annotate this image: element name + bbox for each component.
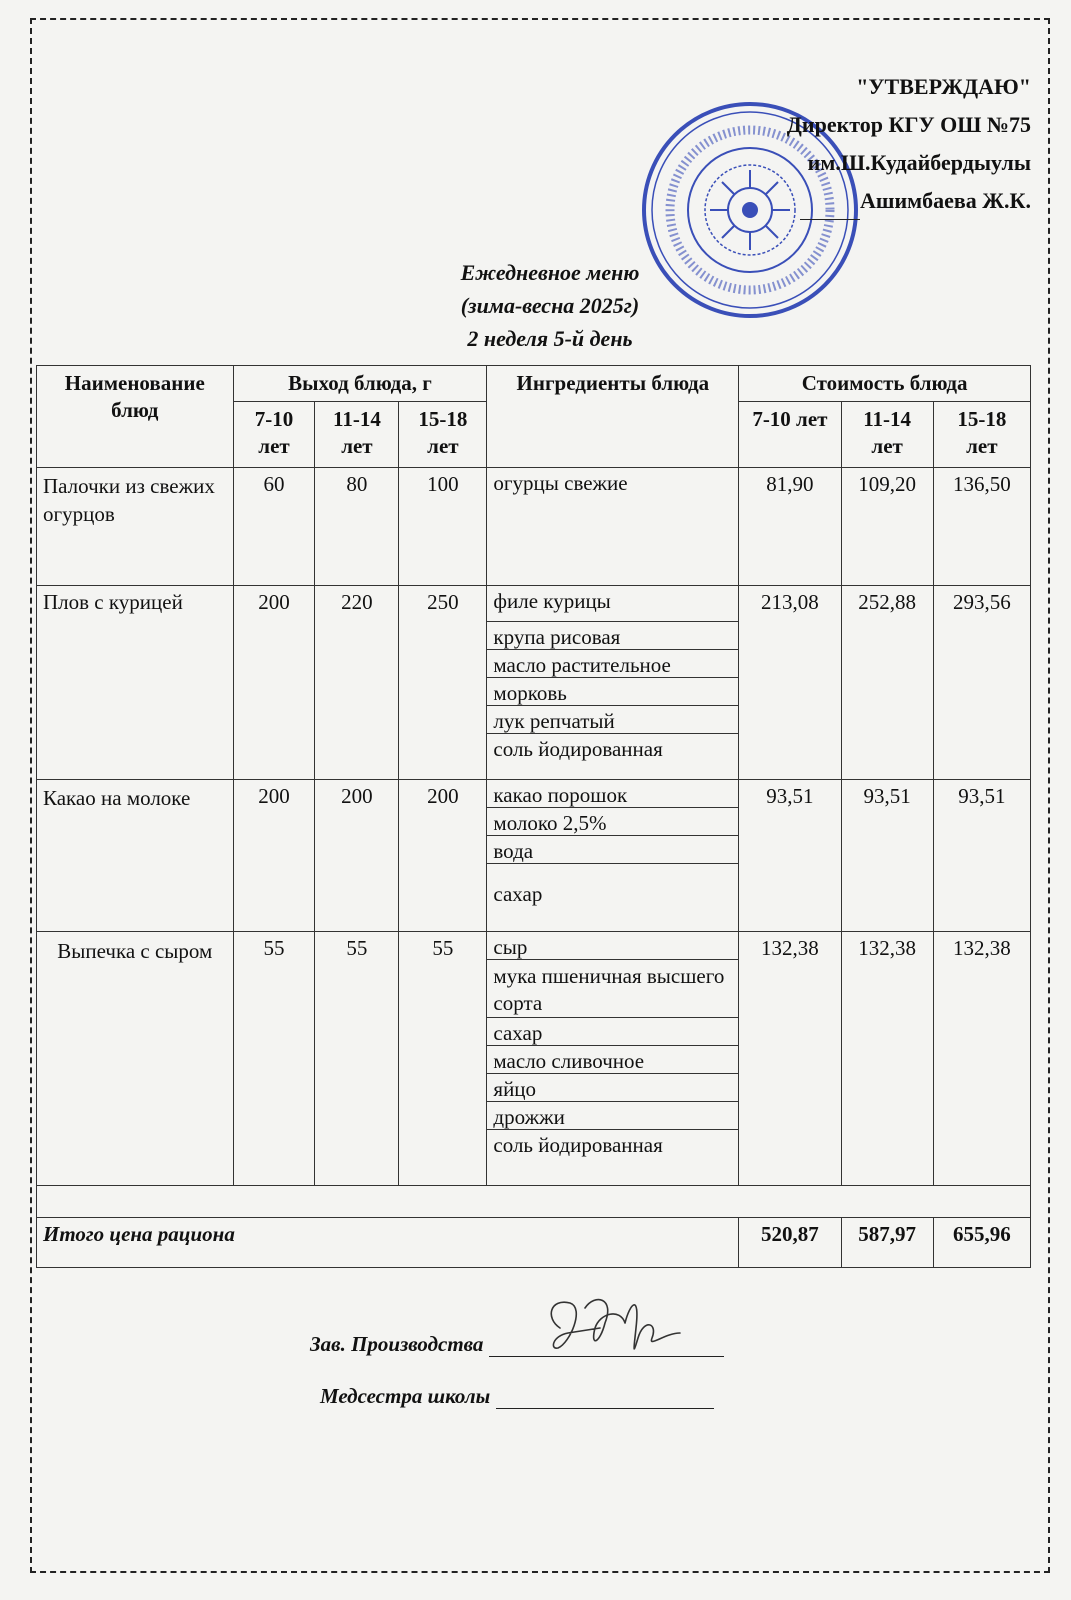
cost-cell: 136,50: [933, 468, 1030, 586]
yield-cell: 100: [399, 468, 487, 586]
table-row: [37, 932, 1031, 1186]
ingredients-cell: [487, 468, 739, 586]
header-yield: Выход блюда, г: [233, 366, 487, 402]
approval-name: Ашимбаева Ж.К.: [787, 182, 1031, 220]
yield-cell: 60: [233, 468, 315, 586]
ingredient-item: морковь: [487, 678, 738, 706]
ingredient-item: яйцо: [487, 1074, 738, 1102]
ingredient-item: сахар: [493, 882, 543, 906]
cost-cell: 93,51: [841, 780, 933, 932]
total-row: [37, 1218, 1031, 1268]
approval-heading: "УТВЕРЖДАЮ": [856, 74, 1031, 99]
dish-name: Какао на молоке: [37, 780, 234, 932]
ingredient-item: сыр: [487, 932, 738, 960]
page-title: [380, 256, 720, 355]
cost-cell: 132,38: [739, 932, 841, 1186]
ingredient-item: какао порошок: [487, 780, 738, 808]
header-yield-age-2: 11-14 лет: [315, 402, 399, 468]
nurse-signature-line: [320, 1384, 714, 1409]
yield-cell: 55: [399, 932, 487, 1186]
ingredient-item: соль йодированная: [493, 1133, 663, 1157]
ingredient-item: молоко 2,5%: [487, 808, 738, 836]
header-cost-age-3: 15-18 лет: [933, 402, 1030, 468]
menu-table: [36, 365, 1031, 1268]
ingredient-item: лук репчатый: [487, 706, 738, 734]
header-yield-age-3: 15-18 лет: [399, 402, 487, 468]
approval-block: [787, 68, 1031, 220]
yield-cell: 55: [233, 932, 315, 1186]
ingredient-item: вода: [487, 836, 738, 864]
yield-cell: 200: [233, 780, 315, 932]
cost-cell: 109,20: [841, 468, 933, 586]
cost-cell: 132,38: [841, 932, 933, 1186]
ingredient-item: огурцы свежие: [493, 471, 628, 495]
total-label: Итого цена рациона: [37, 1218, 739, 1268]
yield-cell: 80: [315, 468, 399, 586]
ingredients-cell: [487, 780, 739, 932]
approval-school: им.Ш.Кудайбердыулы: [807, 150, 1031, 175]
cost-cell: 81,90: [739, 468, 841, 586]
header-name: Наименование блюд: [37, 366, 234, 468]
approval-position: Директор КГУ ОШ №75: [786, 112, 1031, 137]
ingredient-item: масло сливочное: [487, 1046, 738, 1074]
dish-name: Палочки из свежих огурцов: [37, 468, 234, 586]
title-line-2: (зима-весна 2025г): [460, 293, 640, 318]
yield-cell: 200: [315, 780, 399, 932]
header-cost-age-1: 7-10 лет: [739, 402, 841, 468]
total-cost-cell: 655,96: [933, 1218, 1030, 1268]
yield-cell: 220: [315, 586, 399, 780]
yield-cell: 200: [233, 586, 315, 780]
ingredient-item: филе курицы: [487, 586, 738, 622]
production-label: Зав. Производства: [310, 1332, 484, 1356]
ingredient-item: дрожжи: [487, 1102, 738, 1130]
table-row: [37, 468, 1031, 586]
header-cost-age-2: 11-14 лет: [841, 402, 933, 468]
ingredients-cell: [487, 932, 739, 1186]
cost-cell: 213,08: [739, 586, 841, 780]
handwritten-signature: [540, 1288, 690, 1368]
yield-cell: 200: [399, 780, 487, 932]
dish-name: Выпечка с сыром: [37, 932, 234, 1186]
header-ingredients: Ингредиенты блюда: [487, 366, 739, 468]
cost-cell: 132,38: [933, 932, 1030, 1186]
dish-name: Плов с курицей: [37, 586, 234, 780]
cost-cell: 93,51: [739, 780, 841, 932]
ingredient-item: сахар: [487, 1018, 738, 1046]
yield-cell: 55: [315, 932, 399, 1186]
yield-cell: 250: [399, 586, 487, 780]
table-row: [37, 780, 1031, 932]
total-cost-cell: 520,87: [739, 1218, 841, 1268]
ingredient-item: крупа рисовая: [487, 622, 738, 650]
empty-cell: [37, 1186, 1031, 1218]
table-spacer-row: [37, 1186, 1031, 1218]
table-row: [37, 586, 1031, 780]
signature-underline: [496, 1408, 714, 1409]
cost-cell: 252,88: [841, 586, 933, 780]
ingredients-cell: [487, 586, 739, 780]
cost-cell: 293,56: [933, 586, 1030, 780]
nurse-label: Медсестра школы: [320, 1384, 491, 1408]
ingredient-item: мука пшеничная высшего сорта: [487, 960, 738, 1018]
title-line-3: 2 неделя 5-й день: [467, 326, 633, 351]
total-cost-cell: 587,97: [841, 1218, 933, 1268]
header-cost: Стоимость блюда: [739, 366, 1031, 402]
ingredient-item: масло растительное: [487, 650, 738, 678]
header-yield-age-1: 7-10 лет: [233, 402, 315, 468]
cost-cell: 93,51: [933, 780, 1030, 932]
title-line-1: Ежедневное меню: [460, 260, 640, 285]
ingredient-item: соль йодированная: [493, 737, 663, 761]
